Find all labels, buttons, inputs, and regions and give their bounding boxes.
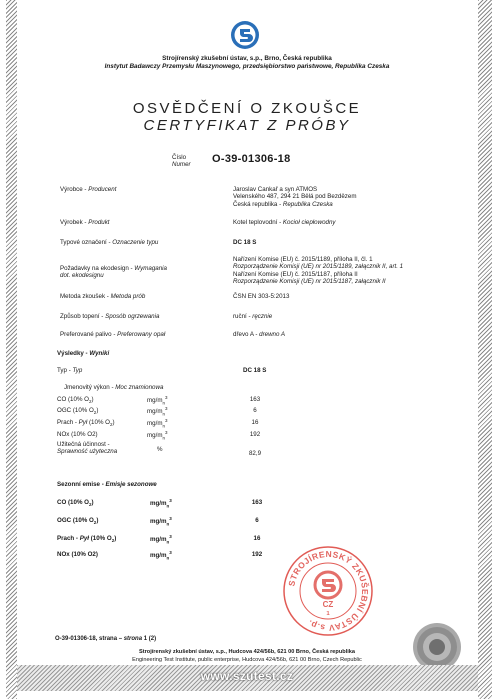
seasonal-unit-ogc: $mg/m_n^3$ xyxy=(150,516,172,527)
seasonal-unit-dust: $mg/m_n^3$ xyxy=(150,534,172,545)
footer-website-link[interactable]: www.szutest.cz xyxy=(200,669,294,683)
certificate-title-pl: CERTYFIKAT Z PRÓBY xyxy=(143,117,351,134)
footer-address-cs: Strojírenský zkušební ústav, s.p., Hudcova 424/56b, 621 00 Brno, Česká republika xyxy=(139,649,355,655)
firing-value: ruční - ręcznie xyxy=(233,313,273,320)
page-info: O-39-01306-18, strana – strona 1 (2) xyxy=(55,636,157,642)
efficiency-value: 82,9 xyxy=(248,450,262,457)
stamp-ring-text: STROJÍRENSKÝ ZKUŠEBNÍ ÚSTAV s.p. xyxy=(286,548,371,634)
certificate-number: O-39-01306-18 xyxy=(212,153,291,165)
official-stamp-icon xyxy=(282,545,374,637)
seasonal-unit-co: $mg/m_n^3$ xyxy=(150,498,172,509)
result-row-dust: Prach - Pył (10% $O_2$) xyxy=(57,419,115,428)
results-type-label: Typ - Typ xyxy=(57,367,83,374)
method-label: Metoda zkoušek - Metoda prób xyxy=(60,293,146,300)
method-value: ČSN EN 303-5:2013 xyxy=(233,293,290,300)
result-unit-co: $mg/m_n^3$ xyxy=(147,395,168,406)
result-row-ogc: OGC (10% $O_2$) xyxy=(57,407,99,416)
seasonal-heading: Sezonní emise - Emisje sezonowe xyxy=(57,481,157,488)
footer-address-en: Engineering Test Institute, public enterprise, Hudcova 424/56b, 621 00 Brno, Czech Republic xyxy=(132,657,362,663)
result-row-co: CO (10% $O_2$) xyxy=(57,396,94,405)
type-value: DC 18 S xyxy=(233,239,257,246)
result-value-nox: 192 xyxy=(249,431,261,438)
firing-label: Způsob topení - Sposób ogrzewania xyxy=(60,313,160,320)
product-value: Kotel teplovodní - Kocioł ciepłowodny xyxy=(233,219,336,226)
seasonal-value-ogc: 6 xyxy=(255,517,259,524)
number-label: Číslo Numer xyxy=(172,154,191,169)
stamp-number: 1 xyxy=(326,611,330,617)
type-label: Typové označení - Oznaczenie typu xyxy=(60,239,159,246)
results-heading: Výsledky - Wyniki xyxy=(57,350,110,357)
fuel-label: Preferované palivo - Preferowany opał xyxy=(60,331,166,338)
result-unit-ogc: $mg/m_n^3$ xyxy=(147,406,168,417)
seasonal-row-co: CO (10% $O_2$) xyxy=(57,499,94,508)
seasonal-row-nox: NOx (10% O2) xyxy=(57,551,98,558)
ecodesign-label: Požadavky na ekodesign - Wymagania dot. ekodesignu xyxy=(60,265,167,280)
stamp-letters: CZ xyxy=(322,600,334,609)
institute-name-pl: Instytut Badawczy Przemysłu Maszynowego, przedsiębiorstwo państwowe, Republika Czeska xyxy=(104,63,390,70)
producer-value: Jaroslav Cankař a syn ATMOS Velenského 487, 294 21 Bělá pod Bezdězem Česká republika - Republika Czeska xyxy=(233,186,357,208)
product-label: Výrobek - Produkt xyxy=(60,219,110,226)
szu-logo-icon xyxy=(230,20,260,50)
result-unit-nox: $mg/m_n^3$ xyxy=(147,430,168,441)
nominal-output-label: Jmenovitý výkon - Moc znamionowa xyxy=(64,384,164,391)
seasonal-unit-nox: $mg/m_n^3$ xyxy=(150,550,172,561)
result-value-ogc: 6 xyxy=(253,407,257,414)
ecodesign-value: Nařízení Komise (EU) č. 2015/1189, příloha II, čl. 1 Rozporządzenie Komisji (UE) nr 2015/1189, załącznik II, art. 1 Nařízení Komise (EU) č. 2015/1187, příloha II Rozporządzenie Komisji (UE) nr 2015/1187, załącznik II xyxy=(233,256,404,286)
seasonal-value-dust: 16 xyxy=(253,535,261,542)
institute-name-cs: Strojírenský zkušební ústav, s.p., Brno, Česká republika xyxy=(162,55,332,62)
efficiency-label: Užitečná účinnost - Sprawność użyteczna xyxy=(57,441,118,456)
result-value-co: 163 xyxy=(249,396,261,403)
result-unit-dust: $mg/m_n^3$ xyxy=(147,418,168,429)
result-value-dust: 16 xyxy=(251,419,259,426)
seasonal-value-nox: 192 xyxy=(251,551,263,558)
seasonal-value-co: 163 xyxy=(251,499,263,506)
results-type-value: DC 18 S xyxy=(243,367,267,374)
seasonal-row-ogc: OGC (10% $O_2$) xyxy=(57,517,99,526)
fuel-value: dřevo A - drewno A xyxy=(233,331,286,338)
seasonal-row-dust: Prach - Pył (10% $O_2$) xyxy=(57,535,117,544)
result-row-nox: NOx (10% O2) xyxy=(57,431,98,438)
efficiency-unit: % xyxy=(157,446,163,453)
producer-label: Výrobce - Producent xyxy=(60,186,117,193)
certificate-title-cs: OSVĚDČENÍ O ZKOUŠCE xyxy=(132,100,362,117)
